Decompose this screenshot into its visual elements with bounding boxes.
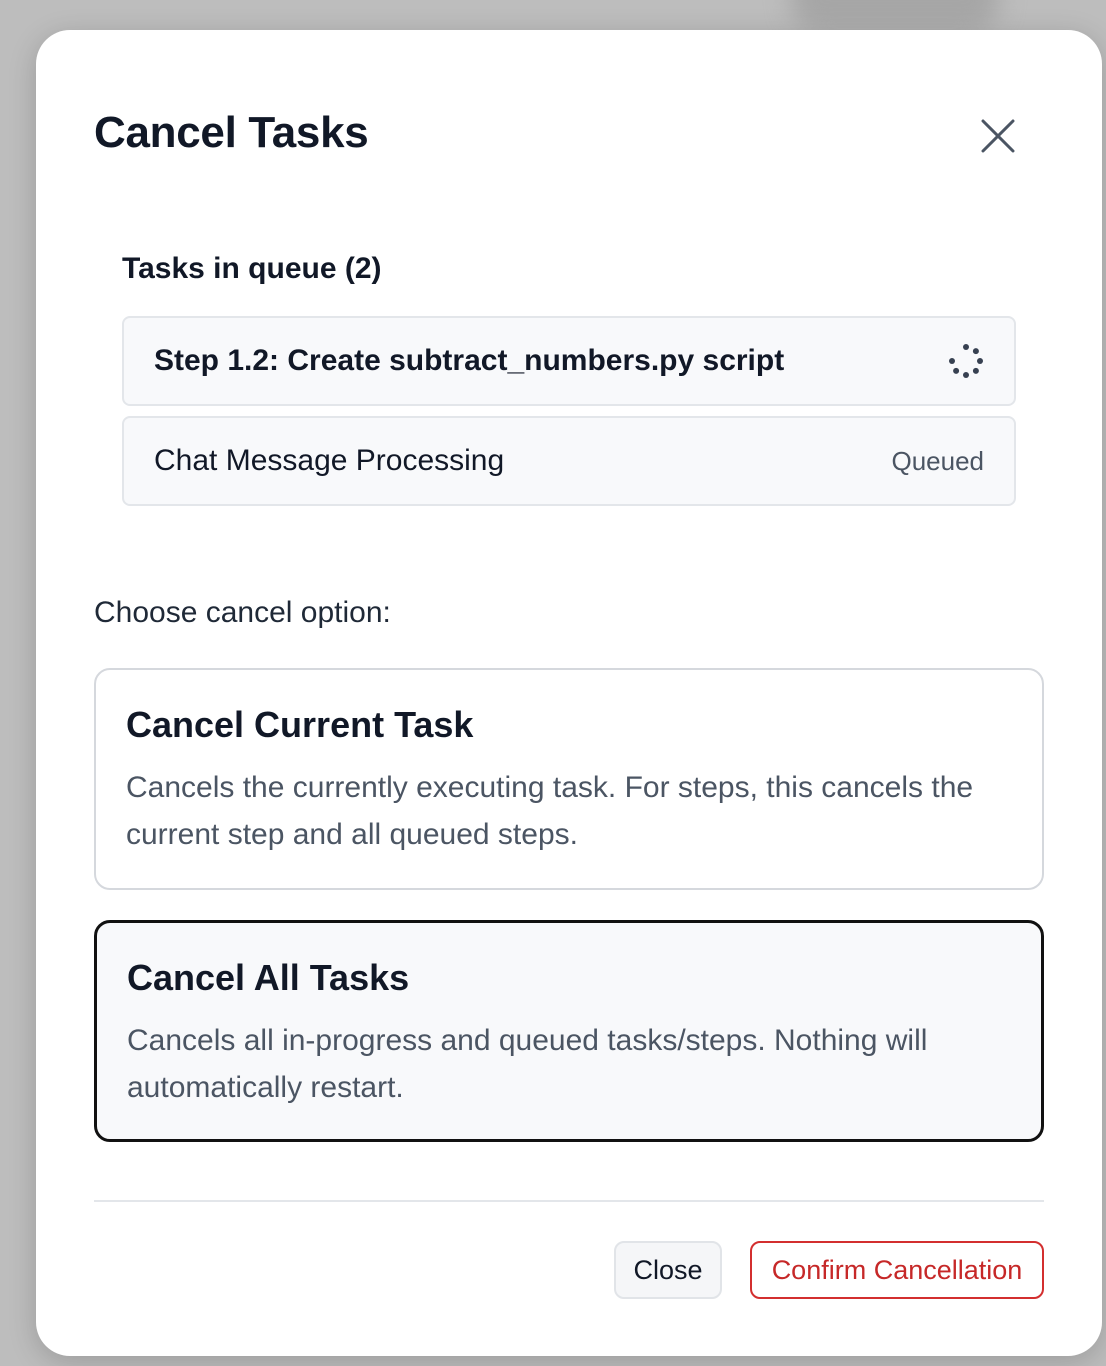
option-description: Cancels all in-progress and queued tasks/steps. Nothing will automatically restart. (127, 1024, 928, 1104)
dialog-title: Cancel Tasks (94, 108, 369, 157)
footer-divider (94, 1200, 1044, 1202)
backdrop (790, 0, 1000, 30)
queue-heading: Tasks in queue (2) (122, 252, 382, 285)
close-button[interactable]: Close (614, 1241, 722, 1299)
queue-item-label: Step 1.2: Create subtract_numbers.py script (154, 344, 785, 377)
option-title: Cancel Current Task (126, 704, 474, 745)
queue-item-current (122, 316, 1016, 406)
choose-option-label: Choose cancel option: (94, 596, 391, 629)
close-icon[interactable] (974, 112, 1022, 160)
queue-item-label: Chat Message Processing (154, 444, 505, 477)
cancel-tasks-dialog (36, 30, 1102, 1356)
queue-item-queued (122, 416, 1016, 506)
confirm-cancellation-button[interactable]: Confirm Cancellation (750, 1241, 1044, 1299)
task-queue-list (122, 316, 1016, 516)
option-title: Cancel All Tasks (127, 957, 410, 998)
spinner-icon (948, 343, 984, 379)
option-description: Cancels the currently executing task. For steps, this cancels the current step and all queued steps. (126, 771, 974, 851)
status-badge: Queued (891, 445, 984, 476)
cancel-current-task-option[interactable] (94, 668, 1044, 890)
cancel-all-tasks-option[interactable] (94, 920, 1044, 1142)
